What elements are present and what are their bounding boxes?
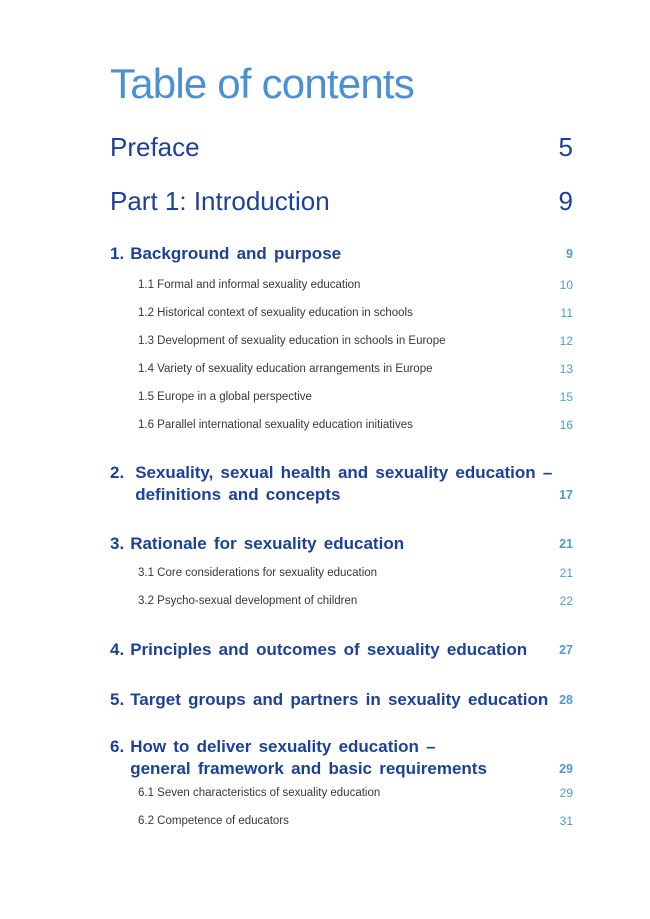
subsection-page: 21 — [559, 566, 573, 580]
toc-subsection-1-2 — [110, 306, 573, 320]
toc-entry-page: 5 — [558, 132, 573, 162]
toc-section-5 — [110, 690, 573, 710]
section-page: 9 — [566, 247, 573, 261]
section-label — [110, 462, 552, 506]
section-title: Target groups and partners in sexuality education — [130, 690, 549, 709]
section-title-line2: definitions and concepts — [135, 485, 341, 504]
toc-entry-preface — [110, 134, 573, 160]
subsection-page: 22 — [559, 594, 573, 608]
section-page: 29 — [559, 762, 573, 776]
page-title: Table of contents — [110, 60, 414, 107]
toc-subsection-1-5 — [110, 390, 573, 404]
toc-subsection-1-1 — [110, 278, 573, 292]
subsection-page: 10 — [559, 278, 573, 292]
toc-entry-part1 — [110, 188, 573, 214]
section-number: 1. — [110, 244, 125, 263]
toc-subsection-3-2 — [110, 594, 573, 608]
subsection-label: 1.1 Formal and informal sexuality education — [138, 279, 361, 291]
section-page: 21 — [559, 537, 573, 551]
subsection-label: 3.1 Core considerations for sexuality education — [138, 567, 378, 579]
section-number: 5. — [110, 690, 125, 709]
toc-subsection-3-1 — [110, 566, 573, 580]
toc-subsection-6-2 — [110, 814, 573, 828]
subsection-page: 16 — [559, 418, 573, 432]
section-title: Rationale for sexuality education — [130, 534, 405, 553]
section-title — [135, 462, 552, 506]
toc-subsection-1-6 — [110, 418, 573, 432]
section-title: Principles and outcomes of sexuality education — [130, 640, 528, 659]
toc-section-2 — [110, 462, 573, 506]
section-number: 2. — [110, 463, 125, 482]
toc-subsection-1-4 — [110, 362, 573, 376]
toc-entry-page: 9 — [558, 186, 573, 216]
subsection-page: 29 — [559, 786, 573, 800]
section-title-line2: general framework and basic requirements — [130, 759, 487, 778]
toc-subsection-6-1 — [110, 786, 573, 800]
section-page: 28 — [559, 693, 573, 707]
section-label — [110, 736, 487, 780]
subsection-label: 1.2 Historical context of sexuality education in schools — [138, 307, 413, 319]
section-number: 4. — [110, 640, 125, 659]
section-title-line1: How to deliver sexuality education – — [130, 737, 436, 756]
subsection-label: 6.1 Seven characteristics of sexuality education — [138, 787, 381, 799]
toc-section-4 — [110, 640, 573, 660]
toc-section-6 — [110, 736, 573, 780]
subsection-label: 1.5 Europe in a global perspective — [138, 391, 312, 403]
section-title: Background and purpose — [130, 244, 342, 263]
section-page: 27 — [559, 643, 573, 657]
toc-section-1 — [110, 244, 573, 264]
section-label — [110, 244, 341, 264]
toc-entry-label: Part 1: Introduction — [110, 186, 330, 216]
subsection-label: 3.2 Psycho-sexual development of children — [138, 595, 358, 607]
section-title-line1: Sexuality, sexual health and sexuality education – — [135, 463, 553, 482]
section-number: 3. — [110, 534, 125, 553]
subsection-page: 15 — [559, 390, 573, 404]
section-label — [110, 534, 404, 554]
toc-section-3 — [110, 534, 573, 554]
subsection-label: 1.3 Development of sexuality education in schools in Europe — [138, 335, 446, 347]
section-label — [110, 640, 527, 660]
section-title — [130, 736, 487, 780]
toc-entry-label: Preface — [110, 132, 200, 162]
subsection-label: 6.2 Competence of educators — [138, 815, 289, 827]
section-label — [110, 690, 548, 710]
subsection-label: 1.4 Variety of sexuality education arrangements in Europe — [138, 363, 433, 375]
subsection-label: 1.6 Parallel international sexuality education initiatives — [138, 419, 413, 431]
section-page: 17 — [559, 488, 573, 502]
subsection-page: 13 — [559, 362, 573, 376]
toc-subsection-1-3 — [110, 334, 573, 348]
subsection-page: 12 — [559, 334, 573, 348]
subsection-page: 11 — [560, 306, 573, 320]
subsection-page: 31 — [559, 814, 573, 828]
section-number: 6. — [110, 737, 125, 756]
